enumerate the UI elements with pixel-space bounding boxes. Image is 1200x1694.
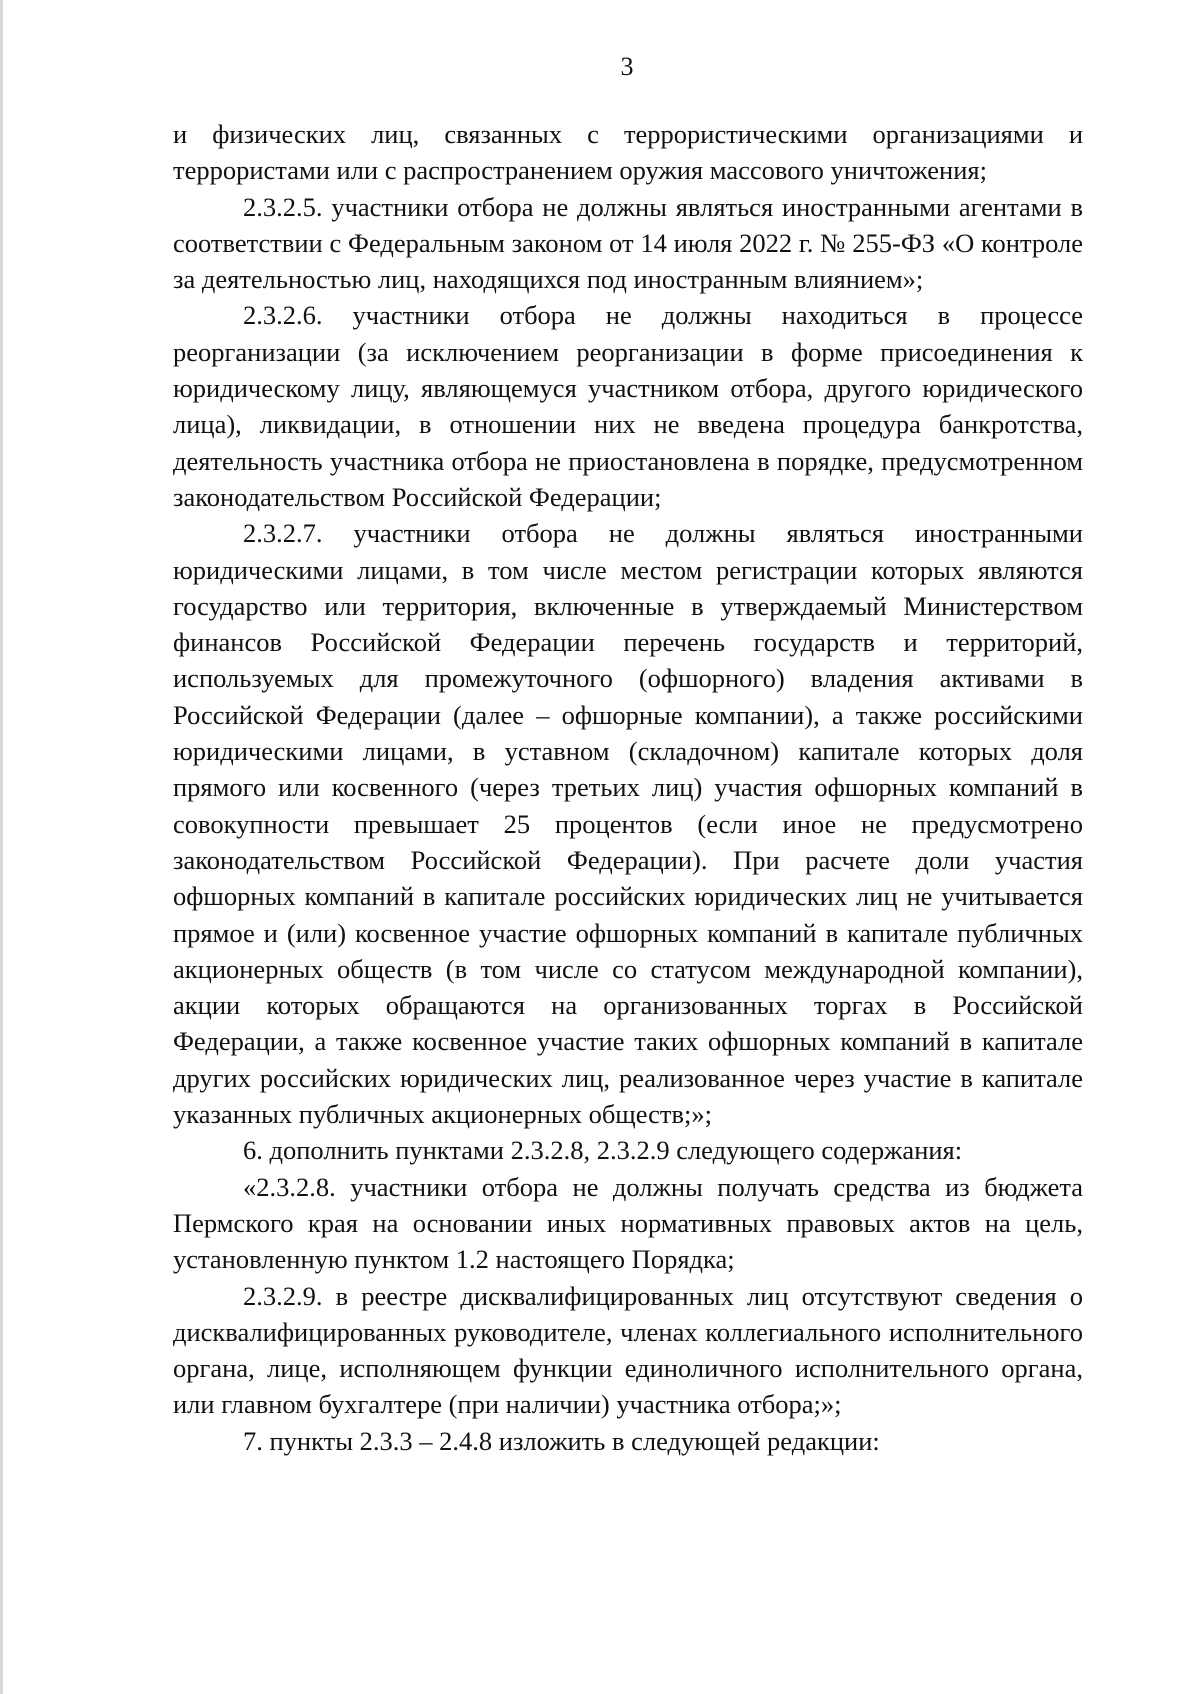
paragraph-2-3-2-7: 2.3.2.7. участники отбора не должны являться иностранными юридическими лицами, в том числе местом регистрации которых являются государство или территория, включенные в утверждаемый Министерством финансов Российской Федерации перечень государств и территорий, используемых для промежуточного (офшорного) владения активами в Российской Федерации (далее – офшорные компании), а также российскими юридическими лицами, в уставном (складочном) капитале которых доля прямого или косвенного (через третьих лиц) участия офшорных компаний в совокупности превышает 25 процентов (если иное не предусмотрено законодательством Российской Федерации). При расчете доли участия офшорных компаний в капитале российских юридических лиц не учитывается прямое и (или) косвенное участие офшорных компаний в капитале публичных акционерных обществ (в том числе со статусом международной компании), акции которых обращаются на организованных торгах в Российской Федерации, а также косвенное участие таких офшорных компаний в капитале других российских юридических лиц, реализованное через участие в капитале указанных публичных акционерных обществ;»; [173,518,1083,1130]
paragraph-2-3-2-5: 2.3.2.5. участники отбора не должны являться иностранными агентами в соответствии с Федеральным законом от 14 июля 2022 г. № 255-ФЗ «О контроле за деятельностью лиц, находящихся под иностранным влиянием»; [173,191,1083,295]
paragraph-item-6: 6. дополнить пунктами 2.3.2.8, 2.3.2.9 следующего содержания: [243,1135,963,1166]
paragraph-2-3-2-8: «2.3.2.8. участники отбора не должны получать средства из бюджета Пермского края на основании иных нормативных правовых актов на цель, установленную пунктом 1.2 настоящего Порядка; [173,1171,1083,1275]
page-number: 3 [620,52,634,81]
paragraph-continuation: и физических лиц, связанных с террористическими организациями и террористами или с распространением оружия массового уничтожения; [173,119,1083,186]
paragraph-2-3-2-6: 2.3.2.6. участники отбора не должны находиться в процессе реорганизации (за исключением реорганизации в форме присоединения к юридическому лицу, являющемуся участником отбора, другого юридического лица), ликвидации, в отношении них не введена процедура банкротства, деятельность участника отбора не приостановлена в порядке, предусмотренном законодательством Российской Федерации; [173,300,1083,512]
paragraph-item-7: 7. пункты 2.3.3 – 2.4.8 изложить в следующей редакции: [243,1425,880,1456]
document-body [173,116,1083,1459]
scan-edge [0,0,3,1694]
paragraph-2-3-2-9: 2.3.2.9. в реестре дисквалифицированных лиц отсутствуют сведения о дисквалифицированных руководителе, членах коллегиального исполнительного органа, лице, исполняющем функции единоличного исполнительного органа, или главном бухгалтере (при наличии) участника отбора;»; [173,1280,1083,1420]
